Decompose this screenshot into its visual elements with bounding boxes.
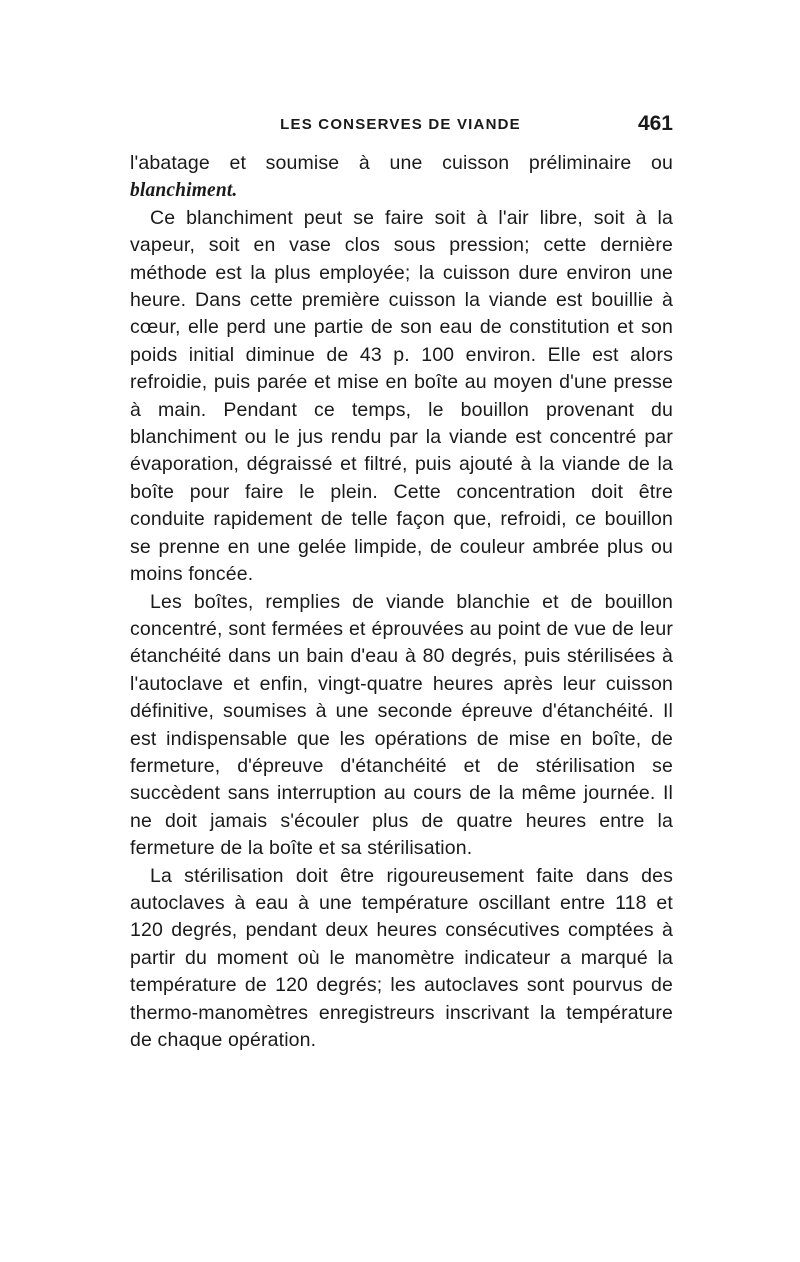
running-title: LES CONSERVES DE VIANDE	[280, 116, 521, 133]
running-head	[128, 112, 673, 140]
body-text	[130, 150, 673, 1054]
paragraph-continued-text: l'abatage et soumise à une cuisson préliminaire ou	[130, 152, 673, 174]
paragraph-sterilisation: La stérilisation doit être rigoureusement faite dans des autoclaves à eau à une température oscillant entre 118 et 120 degrés, pendant deux heures consécutives comptées à partir du moment où le manomètre indicateur a marqué la température de 120 degrés; les autoclaves sont pourvus de thermo-manomètres enregistreurs inscrivant la température de chaque opération.	[130, 864, 673, 1051]
paragraph-boites: Les boîtes, remplies de viande blanchie et de bouillon concentré, sont fermées et éprouvées au point de vue de leur étanchéité dans un bain d'eau à 80 degrés, puis stérilisées à l'autoclave et enfin, vingt-quatre heures après leur cuisson définitive, soumises à une seconde épreuve d'étanchéité. Il est indispensable que les opérations de mise en boîte, de fermeture, d'épreuve d'étanchéité et de stérilisation se succèdent sans interruption au cours de la même journée. Il ne doit jamais s'écouler plus de quatre heures entre la fermeture de la boîte et sa stérilisation.	[130, 590, 673, 860]
paragraph-blanchiment: Ce blanchiment peut se faire soit à l'air libre, soit à la vapeur, soit en vase clos sous pression; cette dernière méthode est la plus employée; la cuisson dure environ une heure. Dans cette première cuisson la viande est bouillie à cœur, elle perd une partie de son eau de constitution et son poids initial diminue de 43 p. 100 environ. Elle est alors refroidie, puis parée et mise en boîte au moyen d'une presse à main. Pendant ce temps, le bouillon provenant du blanchiment ou le jus rendu par la viande est concentré par évaporation, dégraissé et filtré, puis ajouté à la viande de la boîte pour faire le plein. Cette concentration doit être conduite rapidement de telle façon que, refroidi, ce bouillon se prenne en une gelée limpide, de couleur ambrée plus ou moins foncée.	[130, 206, 673, 586]
paragraph-continued	[130, 150, 673, 205]
italic-term: blanchiment.	[130, 180, 238, 202]
page-number: 461	[637, 112, 673, 135]
